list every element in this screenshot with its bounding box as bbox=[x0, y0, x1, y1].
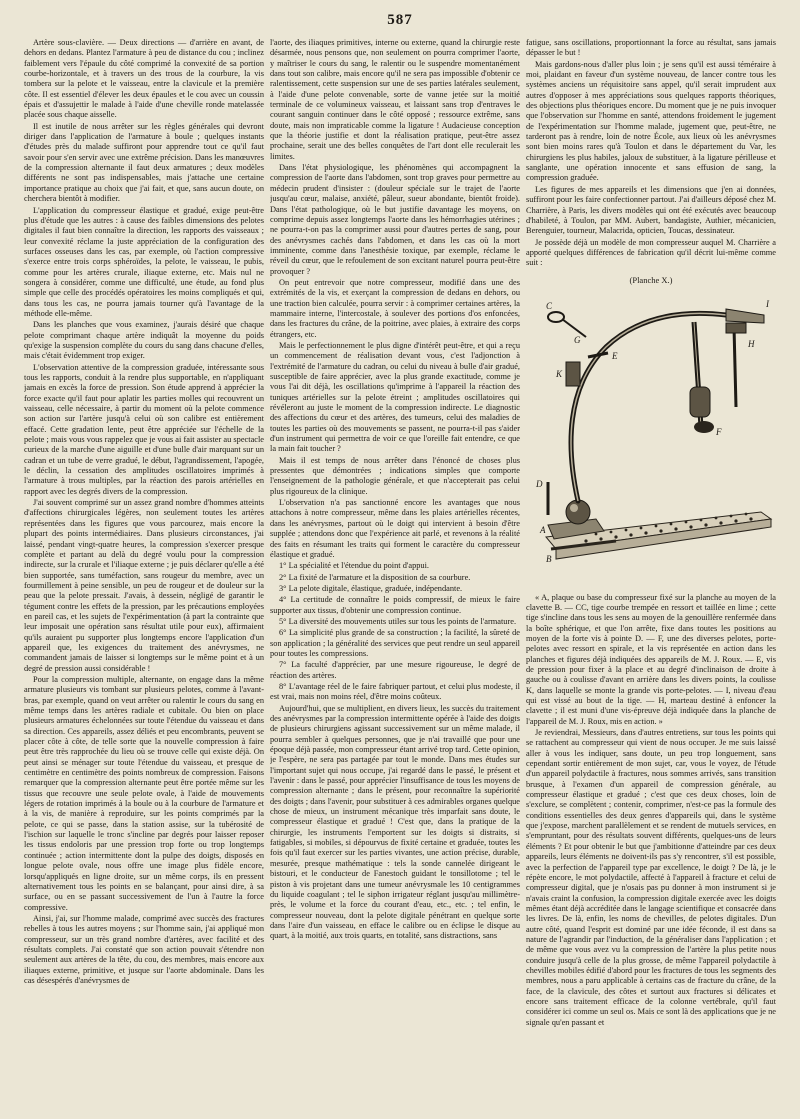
list-item: 3° La pelote digitale, élastique, graduée, indépendante. bbox=[279, 583, 463, 593]
list-item: 7° La faculté d'apprécier, par une mesure rigoureuse, le degré de réaction des artères. bbox=[270, 660, 520, 680]
list-item: 8° L'avantage réel de le faire fabriquer partout, et celui plus modeste, il est vrai, mais non moins réel, d'être moins coûteux. bbox=[270, 681, 520, 702]
fig-label: H bbox=[748, 338, 755, 349]
paragraph: L'application du compresseur élastique et gradué, exige peut-être plus d'étude que les autres : à cause des faibles dimensions des pelotes digitales il faut bien connaître la direction, les rapports des vaisseaux ; leur convexité réclame la juste appréciation de la configuration des surfaces osseuses dans les cas, par exemple, où l'action compressive s'exerce entre trois corps sphéroïdes, la pelote, le vaisseau, le pubis, comme pour les artères crurale, iliaque externe, etc. Mais nul ne songera à considérer, comme une difficulté, une étude, au fond plus simple que celle des procédés opératoires les moins compliqués et qui, dans tous les cas, ne pourra jamais tourner qu'à l'avantage de la méthode elle-même. bbox=[24, 205, 264, 318]
pad bbox=[694, 421, 714, 433]
paragraph: Je reviendrai, Messieurs, dans d'autres entretiens, sur tous les points qui se rattachent au compresseur qui vient de nous occuper. Je me suis laissé aller à vous les indiquer, sans doute, un peu trop longuement, sans cependant sortir entièrement de mon sujet, car, vous le voyez, de l'étude d'un appareil polydactile à fractures, nous sommes arrivés, sans transition brusque, à l'examen d'un appareil de compression générale, au compresseur élastique et gradué ; c'est que ces deux choses, loin de s'exclure, se complètent ; contenir, comprimer, n'est-ce pas la formule des conditions essentielles des deux genres d'appareils qui, dans le système que j'expose, marchent parallèlement et se rendent de mutuels services, en s'empruntant, pour des résultats souvent différents, quelques-uns de leurs éléments ? Et pour obtenir le but que j'ambitionne d'atteindre par ces deux appareils, leurs éléments ne doivent-ils pas s'y rencontrer, s'il est possible, avec la perfection de l'appareil type par excellence, le doigt ? De là, je le répète encore, le mot polydactile, affecté à l'appareil à fracture et celui de compresseur digital, que je n'osais pas pu donner à mon instrument si je n'avais craint la confusion, la compression digitale exercée avec les doigts mêmes étant déjà accréditée dans le langage scientifique et consacrée dans les livres. De là, enfin, les noms de chevilles, de pelotes digitales. D'un autre côté, quand l'esprit est dominé par une idée féconde, il est dans sa nature de l'agrandir par l'induction, de la généraliser dans l'application ; et de même que vous avez vu la compression de l'artère la plus petite nous conduire jusqu'à celle de la plus grosse, de même l'appareil polydactile à chevilles mobiles édifié d'abord pour les fractures de tous les segments des membres, nous a paru applicable à certains cas de fracture du crâne, de la face, de la clavicule, des côtes et surtout aux fractures si délicates et encore sans traitement efficace de la colonne vertébrale, qu'il faut considérer ici comme un seul os. Mais ce sont là des applications que je ne signale qu'en passant et bbox=[526, 728, 776, 1027]
fig-label: F bbox=[716, 426, 722, 437]
paragraph: Artère sous-clavière. — Deux directions — d'arrière en avant, de dehors en dedans. Plantez l'armature à peu de distance du cou ; inclinez faiblement vers l'épaule du côté comprimé la convexité de sa portion courbe-horizontale, et à travers un des trous de la courbure, la vis tombera sur la pelote et le vaisseau, entre la clavicule et la première côte. Il est essentiel d'élever les deux épaules et le cou avec un coussin épais et d'assujettir le malade à l'aide d'une cheville ronde matelassée placée sous chaque aisselle. bbox=[24, 38, 264, 120]
fig-label: K bbox=[556, 368, 563, 379]
paragraph: Dans les planches que vous examinez, j'aurais désiré que chaque pelote comprimant chaque artère indiquât la moyenne du poids qu'exige la suspension complète du cours du sang dans chacune d'elles, mais c'était évidemment trop exiger. bbox=[24, 320, 264, 361]
fig-label: E bbox=[612, 350, 618, 361]
water-level bbox=[726, 309, 764, 323]
page-number: 587 bbox=[387, 12, 413, 28]
text-columns bbox=[24, 38, 776, 1110]
paragraph: « A, plaque ou base du compresseur fixé sur la planche au moyen de la clavette B. — CC, tige courbe trempée en ressort et taillée en lime ; cette tige s'incline dans tous les sens au moyen de la genouillère renfermée dans la boîte sphérique, et que l'on arrête, fixe dans toutes les positions au moyen de la forte vis à pointe D. — F, une des diverses pelotes, porte-pelotes avec ressort en spirale, et la vis représentée en action dans les planches et figures déjà indiquées des appareils de M. J. Roux. — E, vis de pression pour fixer à la place et au degré d'inclinaison de droite à gauche ou à coulisse d'avant en arrière dans les divers points, la coulisse K, dans laquelle se monte la grande vis porte-pelotes. — I, niveau d'eau qui est vissé au bout de la tige. — H, marteau destiné à enfoncer la clavette ; il est muni d'une vis-épreuve déjà indiquée dans la planche de l'appareil de M. J. Roux, mis en action. » bbox=[526, 592, 776, 726]
paragraph: Ainsi, j'ai, sur l'homme malade, comprimé avec succès des fractures rebelles à tous les autres moyens ; sur l'homme sain, j'ai appliqué mon compresseur, sur un très grand nombre d'artères, avec facilité et des résultats complets. J'ai constaté que son action pouvait s'étendre non seulement aux artères de la tête, du cou, des membres, mais encore aux iliaques externe, primitive, et jusque sur l'aorte abdominale. Dans les cas désespérés d'anévrysmes de bbox=[24, 913, 264, 985]
list-item: 6° La simplicité plus grande de sa construction ; la facilité, la sûreté de son application ; la généralité des services que peut rendre un seul appareil pour toutes les compressions. bbox=[270, 628, 520, 658]
list-item: 4° La certitude de connaître le poids compressif, de mieux le faire supporter aux tissus, d'obtenir une compression continue. bbox=[270, 595, 520, 615]
ring-g bbox=[548, 312, 564, 322]
ball-joint bbox=[566, 500, 590, 524]
hammer-handle bbox=[734, 327, 736, 407]
column-3 bbox=[526, 38, 776, 1110]
paragraph: Mais gardons-nous d'aller plus loin ; je sens qu'il est aussi téméraire à moi, plaidant en faveur d'un système nouveau, de lancer contre tous les systèmes anciens un réquisitoire sans appel, qu'il serait imprudent aux autres d'opposer à mes appréciations sous quelques rapports théoriques, des objections plus théoriques encore. Du moment que je ne puis invoquer que l'observation sur l'homme en santé, attendons froidement le jugement de l'expérimentation sur l'homme malade, jugement que, peut-être, ne tarderont pas à rendre, loin de notre École, aux lieux où les anévrysmes sont bien moins rares qu'à Toulon et dans le département du Var, les chirurgiens les plus habiles, jaloux de substituer, à la ligature périlleuse et sanglante, une opération innocente et sans effusion de sang, la compression graduée. bbox=[526, 59, 776, 183]
column-1 bbox=[24, 38, 264, 1110]
paragraph: Dans l'état physiologique, les phénomènes qui accompagnent la compression de l'aorte dans l'abdomen, sont trop graves pour permettre au médecin prudent d'insister : (douleur spéciale sur le trajet de l'aorte jusqu'au cœur, malaise, anxiété, pâleur, sueur abondante, bientôt froide). Dans l'état pathologique, où le but justifie davantage les moyens, on comprime depuis assez longtemps l'aorte dans les hémorrhagies utérines ; ne pourra-t-on pas la comprimer aussi pour d'autres pertes de sang, pour des anévrysmes cachés dans l'abdomen, et dans les cas où la mort imminente, comme dans l'anesthésie toxique, par exemple, réclame le réveil du cœur, que le refoulement de son excitant naturel pourra peut-être provoquer ? bbox=[270, 163, 520, 276]
fig-label: A bbox=[540, 524, 546, 535]
pressure-screw bbox=[588, 353, 608, 357]
figure-title: (Planche X.) bbox=[629, 274, 673, 285]
paragraph: fatigue, sans oscillations, proportionnant la force au résultat, sans jamais dépasser le but ! bbox=[526, 38, 776, 58]
paragraph: L'observation n'a pas sanctionné encore les avantages que nous attachons à notre compresseur, même dans les plaies artérielles récentes, dans les anévrysmes, partout où le doigt qui intervient à besoin d'être supplée ; attendons donc que l'expérience ait parlé, et revenons à la réalité des faits en résumant les traits qui forment le caractère du compresseur élastique et gradué. bbox=[270, 498, 520, 559]
column-2 bbox=[270, 38, 520, 1110]
paragraph: Mais le perfectionnement le plus digne d'intérêt peut-être, et qui a reçu un commencement de réalisation devant vous, c'est l'adjonction à l'extrémité de l'armature du cadran, ou celui du niveau à bulle d'air gradué, susceptible de faire apprécier, avec la plus grande exactitude, comme je vous l'ai dit déjà, les oscillations qu'imprime à l'appareil la réaction des tuniques artérielles sur la pelote étreint ; amplitudes oscillatoires qui révéleront au juste le moment de la compression indirecte. Le diagnostic des affections du cœur et des artères, des tumeurs, celui des maladies de toutes les parties où des mouvements se passent, ne pourra-t-il pas s'aider d'un instrument qui permettra de voir ce que l'oreille fait entendre, ce que la main fait toucher ? bbox=[270, 340, 520, 454]
hammer-head bbox=[726, 323, 746, 333]
paragraph: Pour la compression multiple, alternante, on engage dans la même armature plusieurs vis tombant sur plusieurs pelotes, comme à l'avant-bras, par exemple, quand on veut arrêter ou ralentir le cours du sang en même temps dans les artères radiale et cubitale. Ou bien on place plusieurs armatures échelonnées sur toute l'étendue du vaisseau et dans sa direction. Ces appareils, assez déliés et peu encombrants, peuvent se placer côte à côte, de telle sorte que la nouvelle compression à faire peut être très rapprochée du lieu où se trouve celle qui existe déjà. On peut ainsi se ménager sur toute l'étendue du vaisseau, et presque de centimètre en centimètre des points nombreux de compression. Faisons remarquer que la compression alternante peut être portée même sur les tissus que recouvre une seule pelote ovale, à l'aide de mouvements légers de rotation imprimés à la boule ou à la courbure de l'armature et à la vis, de manière à reproduire, sur les points comprimés par la pelote, ce qui se passe, dans la station assise, sur la tubérosité de l'ischion sur laquelle le tronc s'incline par degrés pour laisser reposer les tissus endoloris par une pression trop forte ou trop longtemps continuée ; action intermittente dont la pulpe des doigts, disposés en longue pelote ovale, nous offre une image plus fidèle encore, lorsqu'appliqués en ligne droite, sur un même corps, ils en pressent alternativement tous les points en se balançant, pour ainsi dire, à sa surface, ou en se passant successivement de l'un à l'autre la force compressive. bbox=[24, 674, 264, 912]
fig-label: D bbox=[536, 478, 543, 489]
paragraph: L'observation attentive de la compression graduée, intéressante sous tous les rapports, conduit à la rendre plus supportable, en n'appliquant jamais en excès la force de pression. Son étude apprend à apprécier la force exacte qu'il faut pour aplatir les parties molles qui recouvrent un vaisseau, celle nécessaire, à partir du moment où la pelote commence son action sur l'artère jusqu'à celui où son calibre est entièrement effacé. Cette gradation lente, peut être appréciée sur l'échelle de la pelote ; mais vous vous rappelez que je vous ai fait assister au spectacle curieux de la marche d'une aiguille et d'une bulle d'air marquant sur un cadran et un tube de verre gradué, le début, l'agrandissement, l'apogée, le déclin, la cessation des amplitudes oscillatoires imprimés à l'armature à trous multiples, par la réaction des parois artérielles en rapport avec les degrés divers de la compression. bbox=[24, 362, 264, 496]
paragraph: Mais il est temps de nous arrêter dans l'énoncé de choses plus pressentes que démontrées ; indications simples que comporte l'enseignement de la pathologie générale, et que n'accepterait pas celui plus rigoureux de la clinique. bbox=[270, 455, 520, 496]
paragraph: Aujourd'hui, que se multiplient, en divers lieux, les succès du traitement des anévrysmes par la compression intermittente opérée à l'aide des doigts de plusieurs chirurgiens agissant successivement sur un même malade, il pourra sembler à quelques personnes, que je n'ai travaillé que pour une époque déjà passée, mon compresseur étant arrivé trop tard. Cette opinion, je l'espère, ne sera pas partagée par tout le monde. Dans mes études sur l'important sujet qui nous occupe, j'ai regardé dans le passé, le présent et l'avenir : dans le passé, pour apprécier l'insuffisance de tous les moyens de compression alternante ; dans le présent, pour reconnaître la supériorité des doigts ; dans l'avenir, pour substituer à ces admirables organes quelque chose de mieux, un instrument mécanique très imparfait sans doute, le compresseur élastique et gradué ! C'est que, dans la pratique de la chirurgie, les instruments l'emportent sur les doigts si distraits, si fatigables, si mobiles, si dépourvus de fixité certaine et graduée, toutes les fois qu'il faut exercer sur les parties vivantes, une action précise, durable, mesurée, presque mathématique : tels la sonde cannelée dirigeant le bistouri, et le conducteur de Fanestoch guidant le tonsillotome ; tel le piston à vis projetant dans une tumeur anévrysmale les 10 centigrammes du liquide coagulant ; tel le siphon irrigateur réglant jusqu'au millimètre-près, le volume et la force du courant d'eau, etc., etc. ; tel enfin, le compresseur nouveau, dont la pelote digitale pénétrant en quelque sorte dans l'aire d'un vaisseau, en efface le calibre ou en éclipse le disque au quart, à la moitié, aux trois quarts, en totalité, sans distractions, sans bbox=[270, 703, 520, 941]
paragraph: On peut entrevoir que notre compresseur, modifié dans une des extrémités de la vis, et exerçant la compression de dedans en dehors, ou une traction bien calculée, pourra servir : à comprimer certaines artères, la mammaire interne, l'intercostale, à soulever des portions d'os enfoncées, dans les fractures du crâne, de la poitrine, avec plaies, à extraire des corps étrangers, etc. bbox=[270, 277, 520, 339]
spring-housing bbox=[690, 387, 710, 417]
fig-label: B bbox=[546, 553, 552, 564]
compressor-figure bbox=[526, 287, 776, 587]
list-item: 5° La diversité des mouvements utiles sur tous les points de l'armature. bbox=[279, 616, 517, 626]
paragraph: l'aorte, des iliaques primitives, interne ou externe, quand la chirurgie reste désarmée, nous pensons que, non seulement on pourra comprimer l'aorte, y maîtriser le cours du sang, le ralentir ou le suspendre momentanément dans tout son calibre, mais encore qu'il ne sera pas impossible d'obtenir ce ralentissement, cette suspension sur une de ses parties latérales seulement, à l'aide d'une pelote convenable, sorte de vanne jetée sur la moitié terminale de ce volumineux vaisseau, et laissant sans trop d'entraves le courant sanguin continuer dans le côté opposé ; ressource extrême, sans doute, mais non impraticable comme la ligature ! Audacieuse conception que la théorie justifie et dont la réalisation pratique, peut-être assez prochaine, serait une des belles conquêtes de l'art dont elle reculerait les limites. bbox=[270, 38, 520, 161]
fig-label: I bbox=[766, 298, 769, 309]
list-item: 2° La fixité de l'armature et la disposition de sa courbure. bbox=[279, 572, 471, 582]
slide bbox=[566, 362, 580, 386]
paragraph: Les figures de mes appareils et les dimensions que j'en ai données, suffiront pour les faire confectionner partout. J'ai d'ailleurs déposé chez M. Charrière, à Paris, les divers modèles qui ont été exécutés avec beaucoup d'habileté, à Toulon, par MM. Aubert, bandagiste, Authier, mécanicien, Berenguier, tourneur, Malacrida, opticien, Toucas, dessinateur. bbox=[526, 184, 776, 236]
paragraph: J'ai souvent comprimé sur un assez grand nombre d'hommes atteints d'affections chirurgicales légères, non seulement toutes les artères représentées dans les figures que vous parcourez, mais encore la plupart des points intermédiaires. Dans plusieurs circonstances, j'ai laissé, pendant vingt-quatre heures, la compression s'exercer presque complète et partant au delà du degré voulu pour la compression indirecte, sur la crurale et l'iliaque externe ; je puis déclarer qu'elle a été bien supportée, sans tuméfaction, sans rougeur du membre, avec un fourmillement à peine sensible, un peu de rougeur et de douleur sur la peau que la pelote pressait. J'avais, à dessein, négligé de garantir le tégument contre les effets de la pression, par les précautions employées en pareil cas, et les sujets de l'expérimentation (à part la contrainte que leur imposait une opération sans résultat utile pour eux), affirmaient qu'ils auraient pu supporter plus longtemps encore l'application d'un appareil que, les exigences du traitement des anévrysmes, ne commandent jamais de laisser si longtemps sur le même point et à un degré de pression aussi considérable ! bbox=[24, 498, 264, 673]
figure-caption bbox=[526, 593, 776, 1028]
fig-label: G bbox=[574, 334, 581, 345]
paragraph: Je possède déjà un modèle de mon compresseur auquel M. Charrière a apporté quelques différences de fabrication qu'il décrit lui-même comme suit : bbox=[526, 237, 776, 268]
list-item: 1° La spécialité et l'étendue du point d'appui. bbox=[279, 561, 429, 571]
fig-label: C bbox=[546, 300, 553, 311]
paragraph: Il est inutile de nous arrêter sur les règles générales qui devront diriger dans l'application de l'armature à boule ; quelques instants d'études près du malade suffiront pour apprendre tout ce qu'il faut savoir pour s'en servir avec une extrême précision. Dans les manœuvres de la compression alternante il faut deux armatures ; deux modèles différents ne sont pas indispensables, mais j'attache une certaine importance pratique au choix que j'ai fait, et que, sans aucun doute, on cherchera bientôt à modifier. bbox=[24, 121, 264, 204]
compressor-illustration bbox=[526, 287, 776, 587]
